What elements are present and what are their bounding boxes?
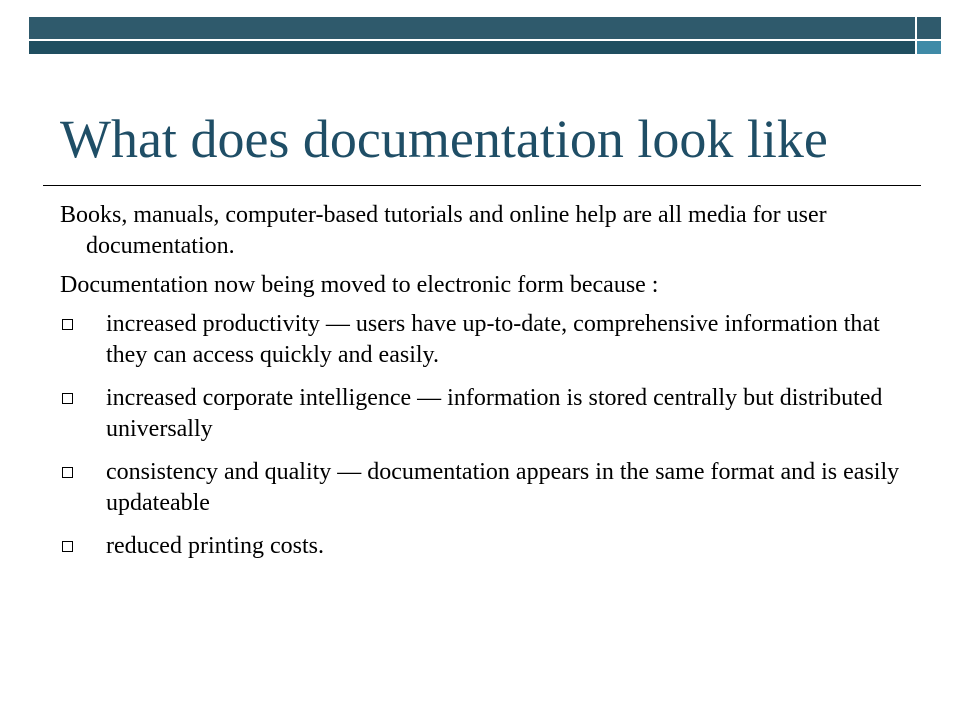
bullet-item [60, 309, 910, 371]
header-divider-horizontal [29, 39, 941, 41]
header-bar [29, 17, 917, 40]
title-underline [43, 185, 921, 186]
header-bar-lower [29, 40, 917, 54]
bullet-text: increased corporate intelligence — information is stored centrally but distributed universally [106, 385, 883, 442]
bullet-text: increased productivity — users have up-to-date, comprehensive information that they can access quickly and easily. [106, 311, 880, 368]
bullet-item [60, 457, 910, 519]
hollow-square-icon [62, 319, 73, 330]
bullet-text: reduced printing costs. [106, 533, 324, 559]
bullet-item [60, 531, 910, 562]
header-divider-vertical [915, 17, 917, 54]
body-paragraph: Documentation now being moved to electronic form because : [60, 272, 659, 298]
slide-body [60, 200, 910, 574]
header-corner-block [917, 17, 941, 40]
hollow-square-icon [62, 541, 73, 552]
header-corner-accent [917, 40, 941, 54]
bullet-text: consistency and quality — documentation appears in the same format and is easily updateable [106, 459, 900, 516]
bullet-item [60, 383, 910, 445]
slide-title: What does documentation look like [60, 109, 828, 169]
body-paragraph: Books, manuals, computer-based tutorials and online help are all media for user documentation. [60, 202, 827, 259]
hollow-square-icon [62, 467, 73, 478]
hollow-square-icon [62, 393, 73, 404]
